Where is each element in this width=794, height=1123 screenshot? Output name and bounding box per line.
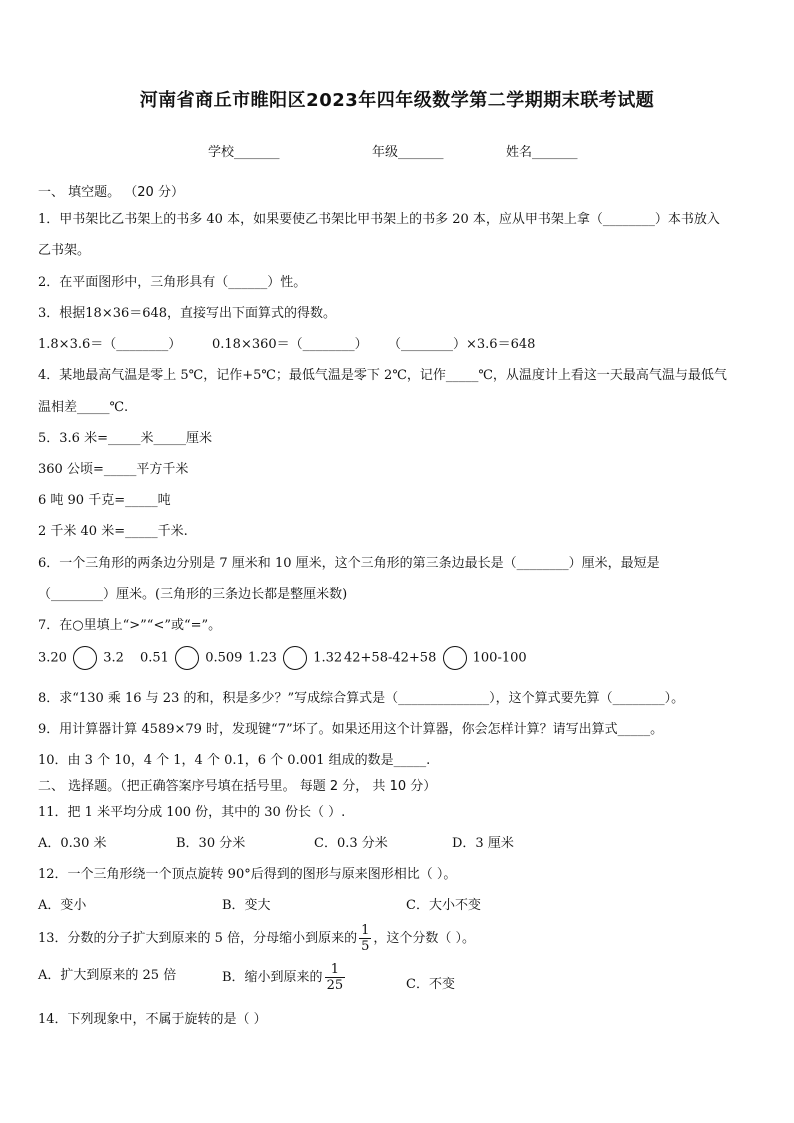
question-13-text: 13．分数的分子扩大到原来的 5 倍，分母缩小到原来的 <box>38 931 358 946</box>
compare-item-4 <box>344 646 527 670</box>
question-5-part-c: 6 吨 90 千克=_____吨 <box>38 493 171 508</box>
q12-option-b[interactable]: B．变大 <box>222 898 271 913</box>
compare-circle-blank[interactable] <box>175 646 199 670</box>
compare-right: 100-100 <box>472 650 527 666</box>
compare-circle-blank[interactable] <box>283 646 307 670</box>
question-2: 2．在平面图形中，三角形具有（______）性。 <box>38 275 307 290</box>
question-5-part-d: 2 千米 40 米=_____千米. <box>38 524 188 539</box>
question-13-text-end: ，这个分数（ ）。 <box>373 931 475 946</box>
compare-item-3 <box>248 646 342 670</box>
question-7: 7．在○里填上“>”“<”或“=”。 <box>38 618 222 633</box>
question-10: 10．由 3 个 10，4 个 1，4 个 0.1，6 个 0.001 组成的数是_____. <box>38 753 431 768</box>
compare-left: 1.23 <box>248 650 277 666</box>
question-5-part-a: 5．3.6 米=_____米_____厘米 <box>38 431 212 446</box>
question-1-line-2: 乙书架。 <box>38 243 91 258</box>
q11-option-c[interactable]: C．0.3 分米 <box>314 836 388 851</box>
question-9: 9．用计算器计算 4589×79 时，发现键“7”坏了。如果还用这个计算器，你会怎样计算？请写出算式_____。 <box>38 722 664 737</box>
page-title: 河南省商丘市睢阳区2023年四年级数学第二学期期末联考试题 <box>139 90 655 111</box>
q13-option-a[interactable]: A．扩大到原来的 25 倍 <box>38 968 177 983</box>
q13-option-b-text: B．缩小到原来的 <box>222 970 323 985</box>
question-8: 8．求“130 乘 16 与 23 的和，积是多少？”写成综合算式是（______________），这个算式要先算（________）。 <box>38 691 685 706</box>
question-5-part-b: 360 公顷=_____平方千米 <box>38 462 189 477</box>
question-6-line-2: （________）厘米。(三角形的三条边长都是整厘米数) <box>38 587 348 602</box>
question-12: 12．一个三角形绕一个顶点旋转 90°后得到的图形与原来图形相比（ ）。 <box>38 867 457 882</box>
compare-item-1 <box>38 646 124 670</box>
question-3-item-a: 1.8×3.6＝（________） <box>38 337 182 352</box>
name-field[interactable]: 姓名_______ <box>506 145 578 160</box>
compare-left: 42+58-42+58 <box>344 650 437 666</box>
grade-field[interactable]: 年级_______ <box>372 145 444 160</box>
question-1-line-1: 1．甲书架比乙书架上的书多 40 本，如果要使乙书架比甲书架上的书多 20 本，应从甲书架上拿（________）本书放入 <box>38 212 720 227</box>
compare-left: 0.51 <box>140 650 169 666</box>
fraction-denominator: 5 <box>361 939 370 954</box>
compare-right: 1.32 <box>313 650 343 666</box>
question-3-item-b: 0.18×360＝（________） <box>212 337 368 352</box>
question-3-item-c: （________）×3.6＝648 <box>388 337 536 352</box>
question-3: 3．根据18×36＝648，直接写出下面算式的得数。 <box>38 306 337 321</box>
fraction-numerator: 1 <box>325 962 346 978</box>
question-14: 14．下列现象中，不属于旋转的是（ ） <box>38 1012 267 1027</box>
q11-option-a[interactable]: A．0.30 米 <box>38 836 107 851</box>
q11-option-d[interactable]: D．3 厘米 <box>452 836 514 851</box>
compare-circle-blank[interactable] <box>443 646 467 670</box>
school-field[interactable]: 学校_______ <box>208 145 280 160</box>
question-11: 11．把 1 米平均分成 100 份，其中的 30 份长（ ）. <box>38 805 346 820</box>
q11-option-b[interactable]: B．30 分米 <box>176 836 246 851</box>
question-4-line-1: 4．某地最高气温是零上 5℃，记作+5℃；最低气温是零下 2℃，记作_____℃，从温度计上看这一天最高气温与最低气 <box>38 368 727 383</box>
q13-option-b[interactable] <box>222 962 347 993</box>
q12-option-a[interactable]: A．变小 <box>38 898 87 913</box>
compare-left: 3.20 <box>38 650 67 666</box>
question-4-line-2: 温相差_____℃. <box>38 400 129 415</box>
fraction-one-fifth <box>359 923 371 954</box>
q12-option-c[interactable]: C．大小不变 <box>406 898 481 913</box>
fraction-denominator: 25 <box>326 978 344 993</box>
compare-circle-blank[interactable] <box>73 646 97 670</box>
section-1-heading: 一、 填空题。 （20 分） <box>38 185 184 200</box>
q13-option-c[interactable]: C．不变 <box>406 977 455 992</box>
fraction-one-twentyfifth <box>325 962 346 993</box>
question-13 <box>38 923 475 954</box>
question-6-line-1: 6．一个三角形的两条边分别是 7 厘米和 10 厘米，这个三角形的第三条边最长是（________）厘米，最短是 <box>38 556 660 571</box>
compare-right: 3.2 <box>103 650 124 666</box>
section-2-heading: 二、 选择题。（把正确答案序号填在括号里。 每题 2 分， 共 10 分） <box>38 779 437 794</box>
fraction-numerator: 1 <box>361 923 370 938</box>
compare-item-2 <box>140 646 242 670</box>
compare-right: 0.509 <box>205 650 243 666</box>
